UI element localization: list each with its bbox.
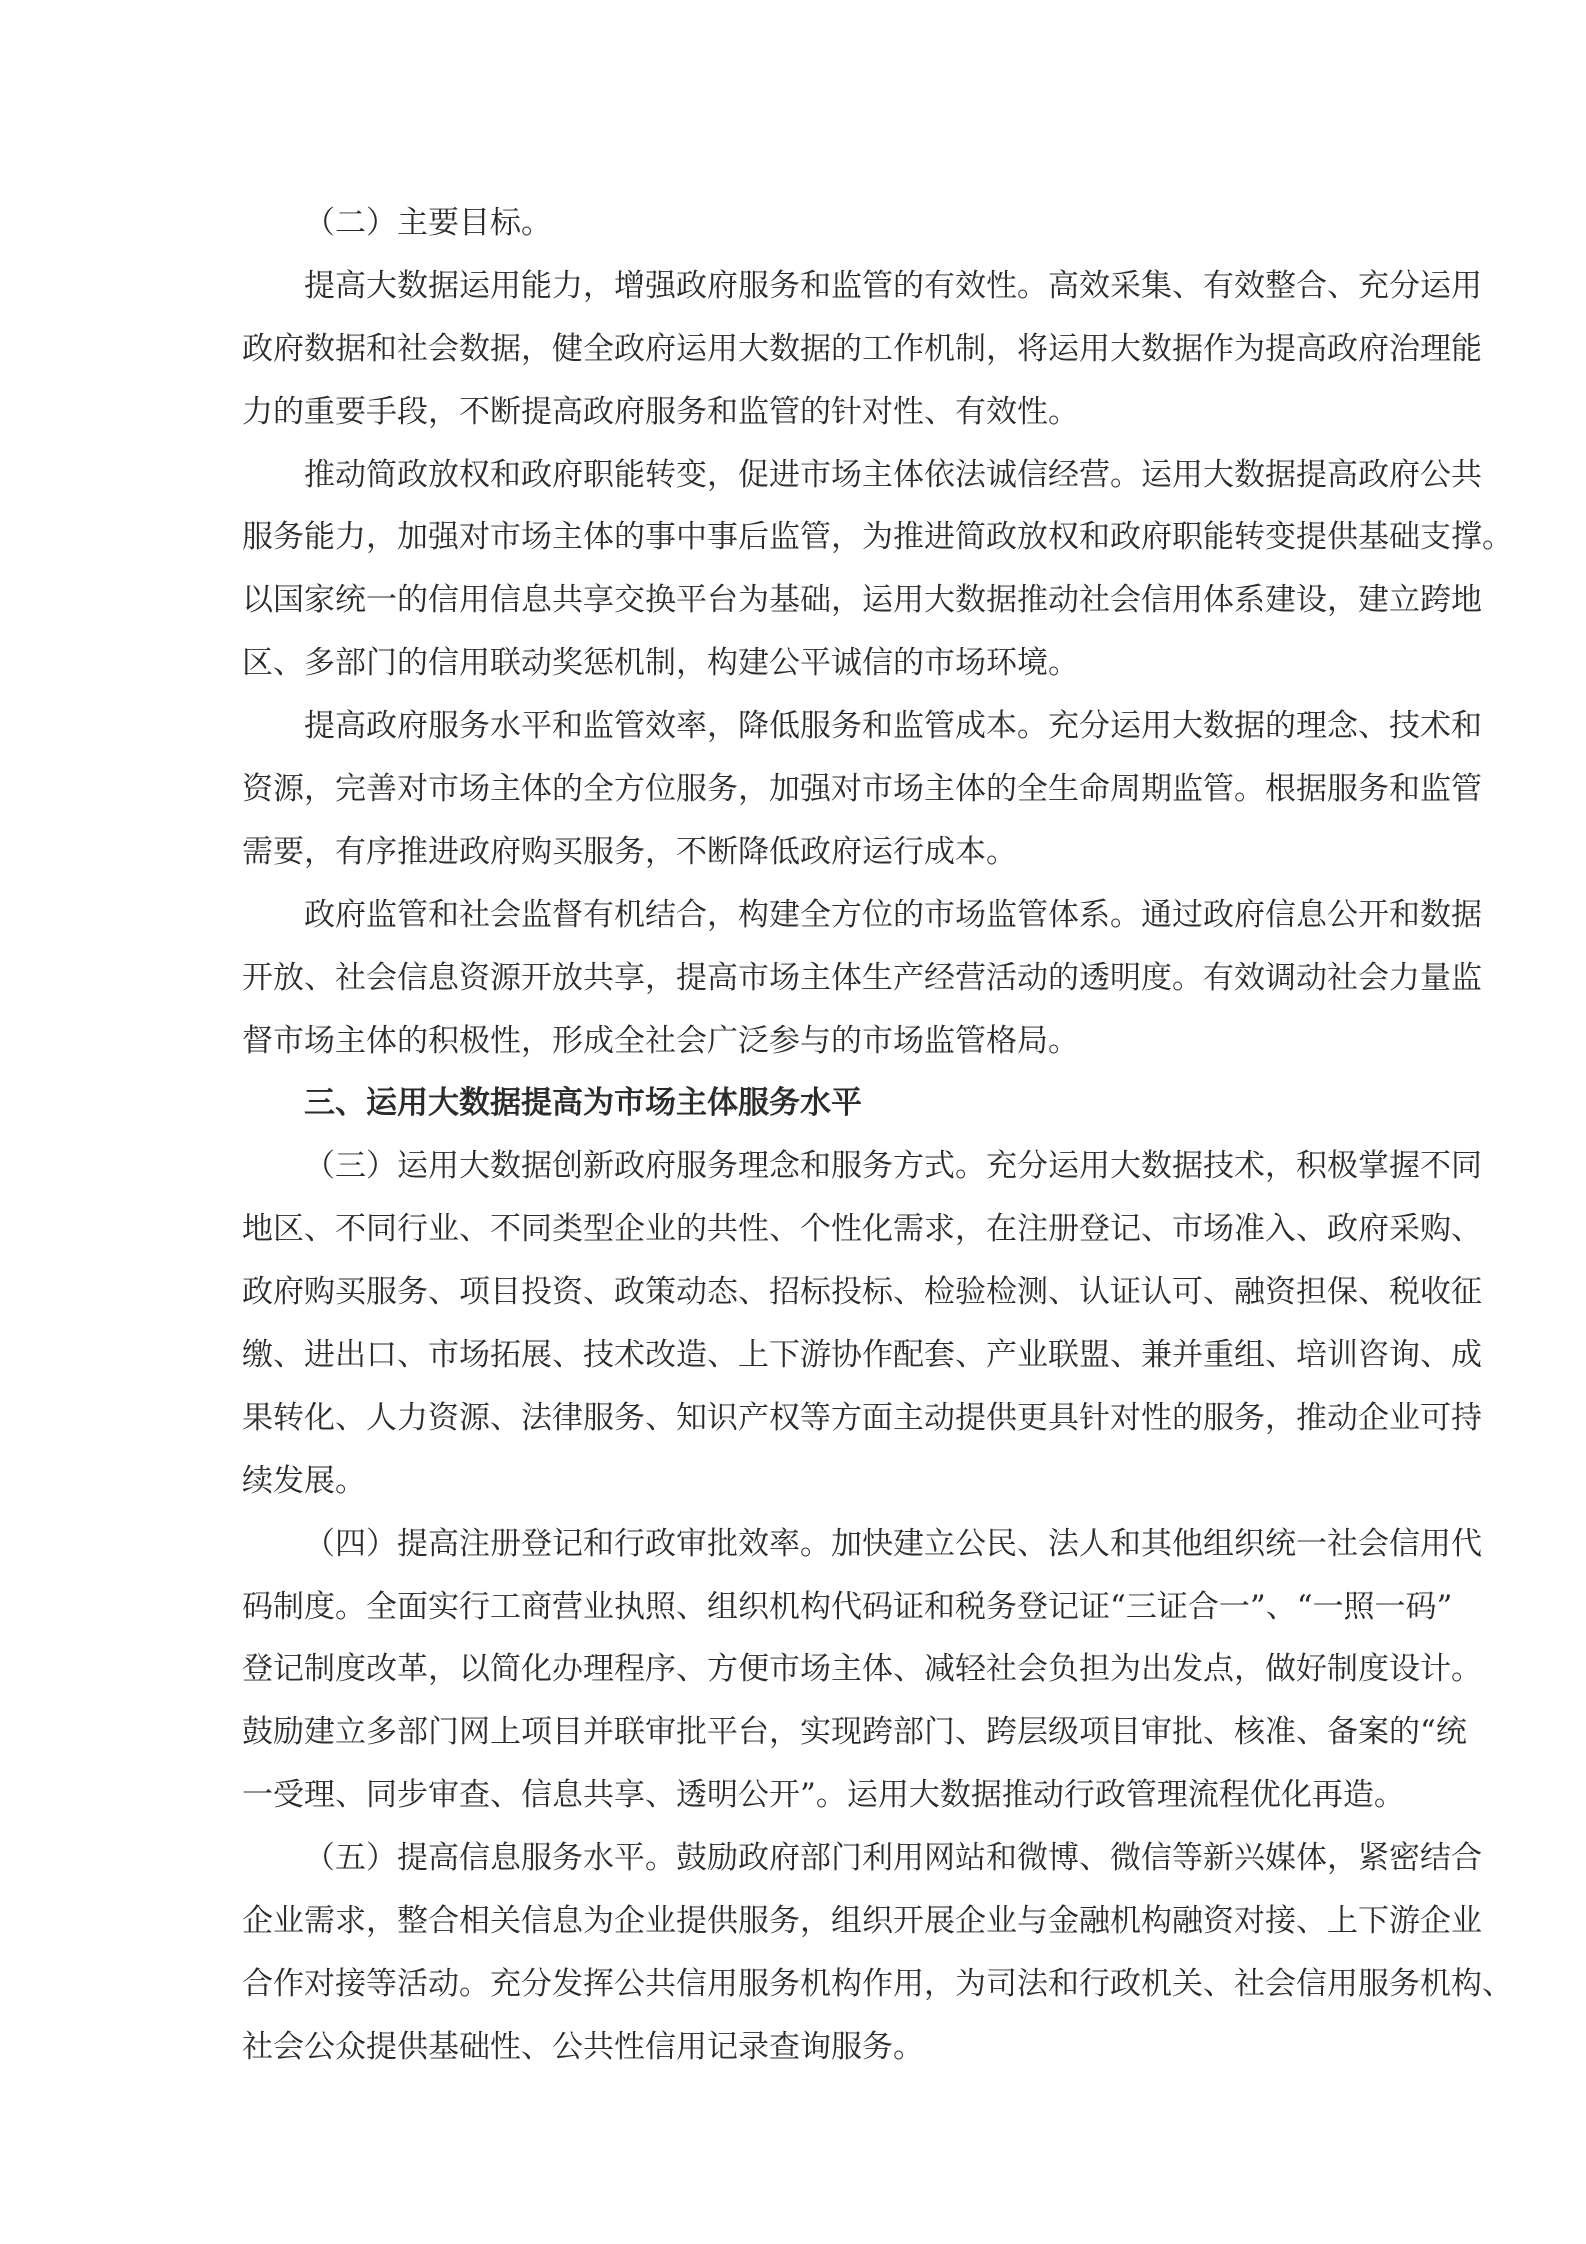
document-page — [242, 192, 1513, 2079]
text-line: 合作对接等活动。充分发挥公共信用服务机构作用，为司法和行政机关、社会信用服务机构、 — [242, 1965, 1513, 2002]
subsection-heading-main-goals: （二）主要目标。 — [304, 205, 552, 241]
text-line: 政府监管和社会监督有机结合，构建全方位的市场监管体系。通过政府信息公开和数据 — [304, 896, 1482, 933]
paragraph — [242, 1827, 1513, 2079]
text-line: 企业需求，整合相关信息为企业提供服务，组织开展企业与金融机构融资对接、上下游企业 — [242, 1903, 1482, 1940]
text-line: （三）运用大数据创新政府服务理念和服务方式。充分运用大数据技术，积极掌握不同 — [304, 1148, 1482, 1185]
section-heading-3: 三、运用大数据提高为市场主体服务水平 — [304, 1085, 862, 1122]
paragraph — [242, 444, 1513, 696]
paragraph — [242, 695, 1482, 884]
text-line: 果转化、人力资源、法律服务、知识产权等方面主动提供更具针对性的服务，推动企业可持 — [242, 1399, 1482, 1436]
paragraph — [242, 884, 1482, 1073]
text-line: 力的重要手段，不断提高政府服务和监管的针对性、有效性。 — [242, 393, 1079, 430]
text-line: 政府购买服务、项目投资、政策动态、招标投标、检验检测、认证认可、融资担保、税收征 — [242, 1274, 1482, 1311]
text-line: 开放、社会信息资源开放共享，提高市场主体生产经营活动的透明度。有效调动社会力量监 — [242, 959, 1482, 996]
paragraph — [242, 1135, 1482, 1512]
text-line: 督市场主体的积极性，形成全社会广泛参与的市场监管格局。 — [242, 1022, 1079, 1059]
text-line: 服务能力，加强对市场主体的事中事后监管，为推进简政放权和政府职能转变提供基础支撑。 — [242, 519, 1513, 556]
paragraph — [242, 1513, 1482, 1827]
text-line: 码制度。全面实行工商营业执照、组织机构代码证和税务登记证“三证合一”、“一照一码” — [242, 1588, 1453, 1625]
text-line: （四）提高注册登记和行政审批效率。加快建立公民、法人和其他组织统一社会信用代 — [304, 1525, 1482, 1562]
text-line: 提高政府服务水平和监管效率，降低服务和监管成本。充分运用大数据的理念、技术和 — [304, 708, 1482, 745]
text-line: 以国家统一的信用信息共享交换平台为基础，运用大数据推动社会信用体系建设，建立跨地 — [242, 582, 1482, 619]
text-line: 登记制度改革，以简化办理程序、方便市场主体、减轻社会负担为出发点，做好制度设计。 — [242, 1651, 1482, 1688]
text-line: 续发展。 — [242, 1462, 366, 1499]
text-line: 一受理、同步审查、信息共享、透明公开”。运用大数据推动行政管理流程优化再造。 — [242, 1777, 1405, 1814]
text-line: 鼓励建立多部门网上项目并联审批平台，实现跨部门、跨层级项目审批、核准、备案的“统 — [242, 1714, 1467, 1751]
paragraph — [242, 255, 1482, 444]
text-line: 推动简政放权和政府职能转变，促进市场主体依法诚信经营。运用大数据提高政府公共 — [304, 456, 1482, 493]
text-line: 地区、不同行业、不同类型企业的共性、个性化需求，在注册登记、市场准入、政府采购、 — [242, 1211, 1482, 1248]
text-line: 区、多部门的信用联动奖惩机制，构建公平诚信的市场环境。 — [242, 645, 1079, 682]
text-line: 缴、进出口、市场拓展、技术改造、上下游协作配套、产业联盟、兼并重组、培训咨询、成 — [242, 1337, 1482, 1374]
text-line: （五）提高信息服务水平。鼓励政府部门利用网站和微博、微信等新兴媒体，紧密结合 — [304, 1840, 1482, 1877]
text-line: 政府数据和社会数据，健全政府运用大数据的工作机制，将运用大数据作为提高政府治理能 — [242, 330, 1482, 367]
text-line: 需要，有序推进政府购买服务，不断降低政府运行成本。 — [242, 833, 1017, 870]
text-line: 社会公众提供基础性、公共性信用记录查询服务。 — [242, 2028, 924, 2065]
text-line: 资源，完善对市场主体的全方位服务，加强对市场主体的全生命周期监管。根据服务和监管 — [242, 771, 1482, 808]
text-line: 提高大数据运用能力，增强政府服务和监管的有效性。高效采集、有效整合、充分运用 — [304, 267, 1482, 304]
